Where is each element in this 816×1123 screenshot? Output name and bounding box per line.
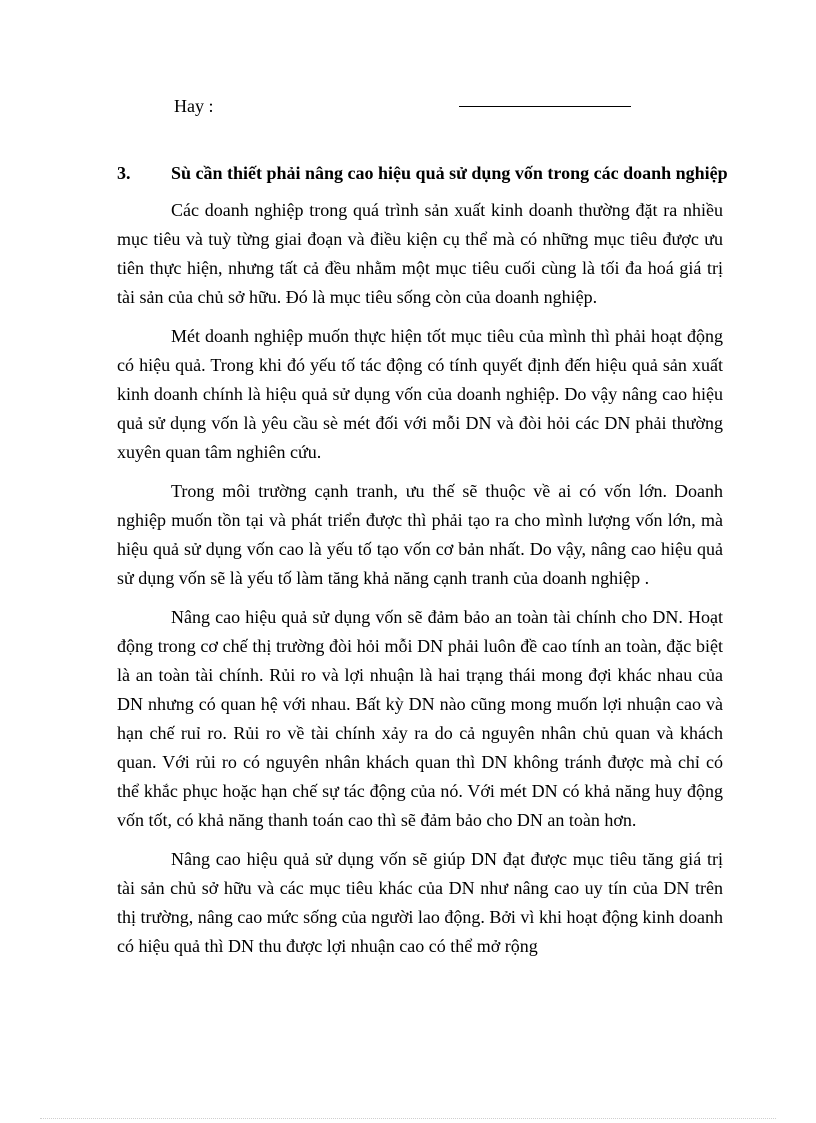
section-title: Sù cần thiết phải nâng cao hiệu quả sử dụng vốn trong các doanh nghiệp bbox=[171, 163, 728, 183]
section-number: 3. bbox=[117, 163, 131, 183]
blank-underline bbox=[459, 106, 631, 107]
paragraph: Nâng cao hiệu quả sử dụng vốn sẽ giúp DN đạt được mục tiêu tăng giá trị tài sản chủ sở hữu và các mục tiêu khác của DN như nâng cao uy tín của DN trên thị trường, nâng cao mức sống của người lao động. Bởi vì khi hoạt động kinh doanh có hiệu quả thì DN thu được lợi nhuận cao có thể mở rộng bbox=[117, 849, 723, 956]
paragraph: Nâng cao hiệu quả sử dụng vốn sẽ đảm bảo an toàn tài chính cho DN. Hoạt động trong cơ chế thị trường đòi hỏi mỗi DN phải luôn đề cao tính an toàn, đặc biệt là an toàn tài chính. Rủi ro và lợi nhuận là hai trạng thái mong đợi khác nhau của DN nhưng có quan hệ với nhau. Bất kỳ DN nào cũng mong muốn lợi nhuận cao và hạn chế ruỉ ro. Rủi ro về tài chính xảy ra do cả nguyên nhân chủ quan và khách quan. Với rủi ro có nguyên nhân khách quan thì DN không tránh được mà chỉ có thể khắc phục hoặc hạn chế sự tác động của nó. Với mét DN có khả năng huy động vốn tốt, có khả năng thanh toán cao thì sẽ đảm bảo cho DN an toàn hơn. bbox=[117, 607, 723, 830]
page-bottom-divider bbox=[40, 1118, 776, 1119]
hay-label: Hay : bbox=[174, 96, 214, 116]
body-text bbox=[117, 196, 723, 971]
paragraph: Các doanh nghiệp trong quá trình sản xuất kinh doanh thường đặt ra nhiều mục tiêu và tuỳ từng giai đoạn và điều kiện cụ thể mà có những mục tiêu được ưu tiên thực hiện, nhưng tất cả đều nhằm một mục tiêu cuối cùng là tối đa hoá giá trị tài sản của chủ sở hữu. Đó là mục tiêu sống còn của doanh nghiệp. bbox=[117, 200, 723, 307]
paragraph: Trong môi trường cạnh tranh, ưu thế sẽ thuộc về ai có vốn lớn. Doanh nghiệp muốn tồn tại và phát triển được thì phải tạo ra cho mình lượng vốn lớn, mà hiệu quả sử dụng vốn cao là yếu tố tạo vốn cơ bản nhất. Do vậy, nâng cao hiệu quả sử dụng vốn sẽ là yếu tố làm tăng khả năng cạnh tranh của doanh nghiệp . bbox=[117, 481, 723, 588]
section-heading bbox=[117, 161, 728, 185]
paragraph: Mét doanh nghiệp muốn thực hiện tốt mục tiêu của mình thì phải hoạt động có hiệu quả. Trong khi đó yếu tố tác động có tính quyết định đến hiệu quả sản xuất kinh doanh chính là hiệu quả sử dụng vốn của doanh nghiệp. Do vậy nâng cao hiệu quả sử dụng vốn là yêu cầu sè mét đối với mỗi DN và đòi hỏi các DN phải thường xuyên quan tâm nghiên cứu. bbox=[117, 326, 723, 462]
